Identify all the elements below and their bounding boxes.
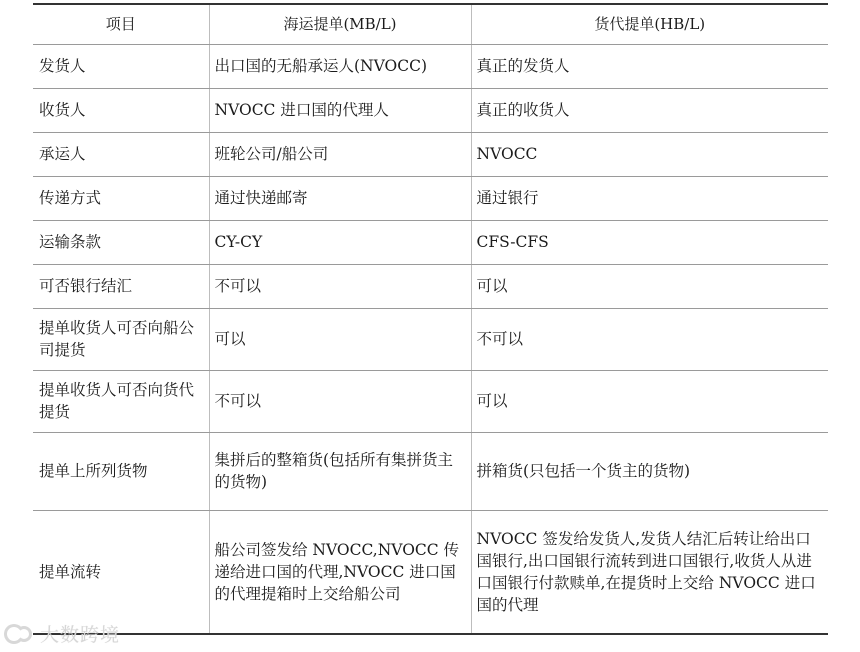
row-master-bl-cell: 集拼后的整箱货(包括所有集拼货主的货物)	[209, 432, 471, 510]
table-row	[33, 44, 828, 88]
row-item-cell: 传递方式	[33, 176, 209, 220]
row-item-cell: 提单流转	[33, 510, 209, 634]
table-row	[33, 88, 828, 132]
row-house-bl-cell: 真正的发货人	[471, 44, 828, 88]
row-item-cell: 可否银行结汇	[33, 264, 209, 308]
row-master-bl-cell: 通过快递邮寄	[209, 176, 471, 220]
row-house-bl-cell: 可以	[471, 264, 828, 308]
watermark-text: 大数跨境	[40, 623, 121, 646]
row-master-bl-cell: 班轮公司/船公司	[209, 132, 471, 176]
header-item: 项目	[33, 4, 209, 44]
row-house-bl-cell: NVOCC 签发给发货人,发货人结汇后转让给出口国银行,出口国银行流转到进口国银行,收货人从进口国银行付款赎单,在提货时上交给 NVOCC 进口国的代理	[471, 510, 828, 634]
row-house-bl-cell: 不可以	[471, 308, 828, 370]
comparison-table-container	[33, 3, 828, 635]
row-master-bl-cell: 可以	[209, 308, 471, 370]
table-row	[33, 220, 828, 264]
bill-of-lading-comparison-table	[33, 3, 828, 635]
table-row	[33, 308, 828, 370]
table-header-row	[33, 4, 828, 44]
table-row	[33, 370, 828, 432]
row-house-bl-cell: 真正的收货人	[471, 88, 828, 132]
table-row	[33, 432, 828, 510]
row-house-bl-cell: 可以	[471, 370, 828, 432]
row-house-bl-cell: 拼箱货(只包括一个货主的货物)	[471, 432, 828, 510]
row-house-bl-cell: 通过银行	[471, 176, 828, 220]
row-master-bl-cell: 不可以	[209, 264, 471, 308]
brand-logo-icon	[4, 622, 34, 644]
table-row	[33, 510, 828, 634]
row-item-cell: 承运人	[33, 132, 209, 176]
watermark	[4, 620, 120, 646]
row-house-bl-cell: NVOCC	[471, 132, 828, 176]
row-house-bl-cell: CFS-CFS	[471, 220, 828, 264]
table-row	[33, 176, 828, 220]
row-item-cell: 收货人	[33, 88, 209, 132]
row-item-cell: 提单上所列货物	[33, 432, 209, 510]
header-master-bl: 海运提单(MB/L)	[209, 4, 471, 44]
row-item-cell: 提单收货人可否向货代提货	[33, 370, 209, 432]
table-row	[33, 264, 828, 308]
row-master-bl-cell: CY-CY	[209, 220, 471, 264]
header-house-bl: 货代提单(HB/L)	[471, 4, 828, 44]
row-master-bl-cell: NVOCC 进口国的代理人	[209, 88, 471, 132]
row-item-cell: 发货人	[33, 44, 209, 88]
table-row	[33, 132, 828, 176]
row-item-cell: 提单收货人可否向船公司提货	[33, 308, 209, 370]
row-master-bl-cell: 船公司签发给 NVOCC,NVOCC 传递给进口国的代理,NVOCC 进口国的代理提箱时上交给船公司	[209, 510, 471, 634]
row-master-bl-cell: 不可以	[209, 370, 471, 432]
row-item-cell: 运输条款	[33, 220, 209, 264]
row-master-bl-cell: 出口国的无船承运人(NVOCC)	[209, 44, 471, 88]
